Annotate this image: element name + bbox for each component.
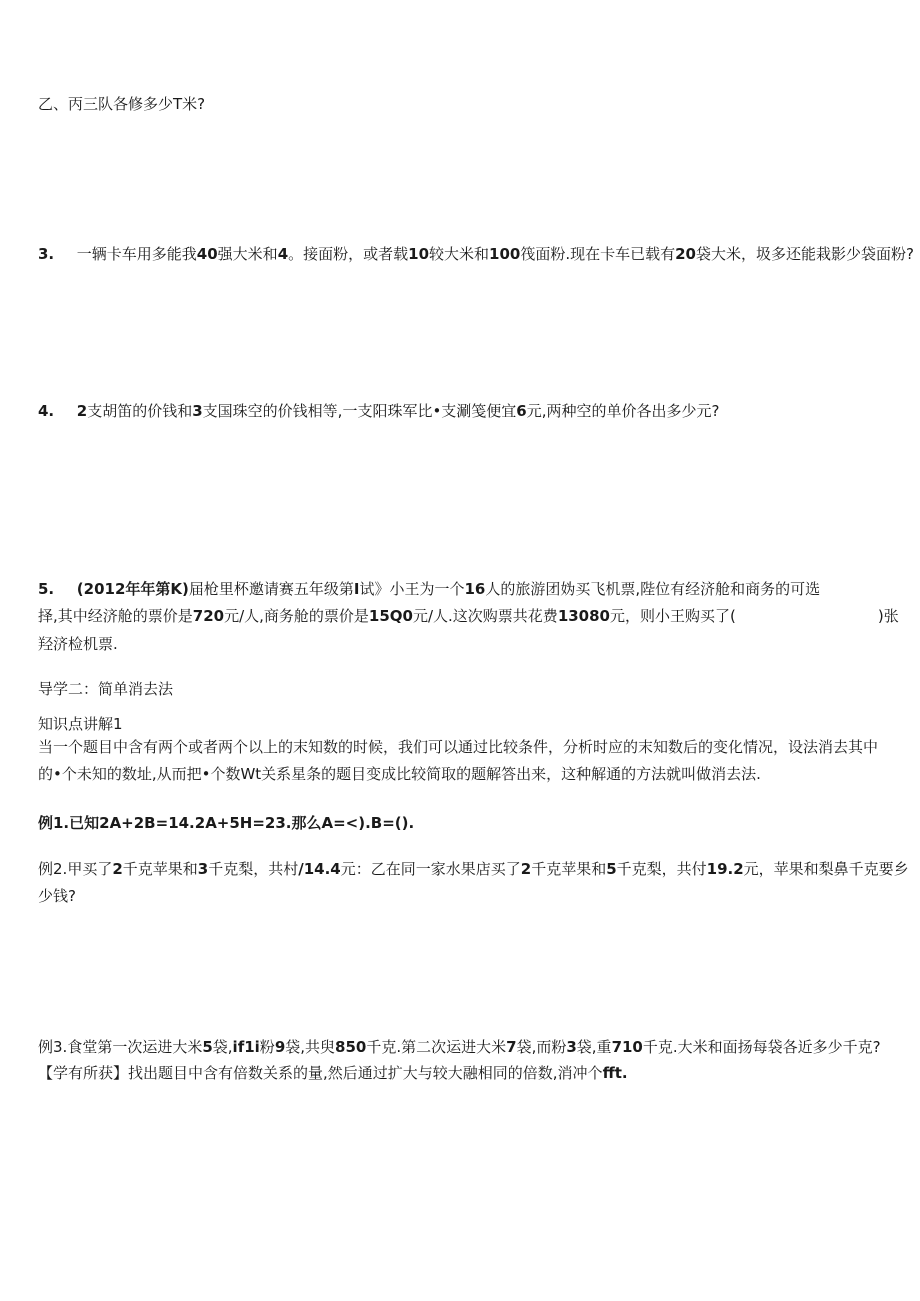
ex2-part: 千克苹果和	[122, 860, 198, 878]
q4-part: 3	[192, 402, 203, 420]
knowledge-point-line-1: 当一个题目中含有两个或者两个以上的末知数的时候，我们可以通过比较条件，分析时应的末知数后的变化情况，设法消去其中	[38, 738, 879, 756]
ex2-part: 元：乙在同一家水果店买了	[340, 860, 521, 878]
q4-part: 支国珠空的价钱相等,一支阳珠军比•支涮笺便宜	[202, 402, 517, 420]
ex2-part: 2	[112, 860, 123, 878]
q4-part: 元,两种空的单价各出多少元?	[526, 402, 720, 420]
ex3-part: if1i	[232, 1038, 260, 1056]
q3-part: 一辆卡车用多能我	[76, 245, 197, 263]
ex2-part: 2	[520, 860, 532, 878]
section-title: 导学二：简单消去法	[38, 680, 174, 698]
q3-part: 较大米和	[429, 245, 490, 263]
q5-part: 15Q0	[368, 607, 413, 625]
question-5-line-1	[38, 578, 820, 600]
ex3-part: 袋,重	[576, 1038, 612, 1056]
ex2-part: 千克苹果和	[531, 860, 607, 878]
question-3	[38, 243, 914, 265]
ex3-part: 千克.第二次运进大米	[366, 1038, 507, 1056]
ex2-part: 19.2	[706, 860, 744, 878]
q5-part: I	[353, 580, 360, 598]
ex2-part: 5	[606, 860, 617, 878]
ex3-part: 袋,	[212, 1038, 233, 1056]
question-4	[38, 400, 719, 422]
q4-part: 6	[516, 402, 527, 420]
ex3-part: 9	[274, 1038, 286, 1056]
ex2-part: 元，苹果和梨鼻千克要乡	[743, 860, 909, 878]
q4-part: 支胡笛的价钱和	[87, 402, 193, 420]
q3-part: 4	[277, 245, 289, 263]
knowledge-point-line-2: 的•个未知的数址,从而把•个数Wt关系星条的题目变成比较简取的题解答出来，这种解通的方法就叫做消去法.	[38, 765, 761, 783]
q4-part: 2	[76, 402, 88, 420]
q3-part: 20	[675, 245, 696, 263]
q5-part: 择,其中经济舱的票价是	[38, 607, 193, 625]
q3-part: 筏面粉.现在卡车已载有	[520, 245, 676, 263]
q5-part: 人的旅游团妫买飞机票,陛位有经济舱和商务的可选	[485, 580, 821, 598]
q3-part: 100	[489, 245, 521, 263]
takeaway-part: 找出题目中含有倍数关系的量,然后通过扩大与较大融相同的倍数,消冲个	[128, 1064, 603, 1082]
q5-part: 届枪里杯邀请赛五年级第	[188, 580, 354, 598]
ex3-part: 7	[506, 1038, 517, 1056]
q5-part: 元/人,商务舱的票价是	[224, 607, 369, 625]
q5-part: (2012年年第K)	[76, 580, 189, 598]
ex2-part: 千克梨，共付	[616, 860, 707, 878]
q3-part: 袋大米，圾多还能栽影少袋面粉?	[696, 245, 914, 263]
ex2-part: 千克梨，共村	[208, 860, 299, 878]
q5-part: )张	[877, 607, 899, 625]
ex3-part: 袋,共臾	[285, 1038, 336, 1056]
example-1: 例1.已知2A+2B=14.2A+5H=23.那么A=<).B=().	[38, 814, 415, 832]
question-5-line-3: 羟济检机票.	[38, 635, 118, 653]
ex3-part: 例3.	[38, 1038, 68, 1056]
question-3-number: 3.	[38, 245, 55, 263]
question-5-line-2	[38, 605, 899, 627]
ex2-part: 甲买了	[67, 860, 113, 878]
takeaway-label: 【学有所获】	[38, 1064, 129, 1082]
question-5-number: 5.	[38, 580, 55, 598]
ex2-part: 3	[197, 860, 209, 878]
takeaway-part: fft.	[602, 1064, 628, 1082]
ex2-part: 例2.	[38, 860, 68, 878]
q5-part: 元，则小王购买了(	[610, 607, 736, 625]
ex3-part: 千克.大米和面扬每袋各近多少千克?	[642, 1038, 881, 1056]
q5-part: 13080	[557, 607, 610, 625]
q5-part: 试》小王为一个	[359, 580, 465, 598]
ex3-part: 袋,而粉	[516, 1038, 567, 1056]
example-2-line-1	[38, 858, 909, 880]
example-3	[38, 1036, 881, 1058]
text-line-top: 乙、丙三队各修多少T米?	[38, 95, 206, 113]
ex3-part: 710	[611, 1038, 643, 1056]
ex3-part: 5	[202, 1038, 213, 1056]
q3-part: 强大米和	[217, 245, 278, 263]
example-2-line-2: 少钱?	[38, 887, 76, 905]
q3-part: 40	[196, 245, 218, 263]
q5-part: 16	[464, 580, 486, 598]
question-4-number: 4.	[38, 402, 55, 420]
ex2-part: /14.4	[298, 860, 341, 878]
q5-part: 720	[192, 607, 225, 625]
ex3-part: 粉	[259, 1038, 275, 1056]
knowledge-point-title: 知识点讲解1	[38, 715, 123, 733]
takeaway	[38, 1062, 628, 1084]
ex3-part: 850	[335, 1038, 367, 1056]
q3-part: 10	[408, 245, 430, 263]
q5-part: 元/人.这次购票共花费	[412, 607, 558, 625]
ex3-part: 食堂第一次运进大米	[67, 1038, 203, 1056]
q3-part: 。接面粉，或者载	[288, 245, 409, 263]
ex3-part: 3	[566, 1038, 577, 1056]
